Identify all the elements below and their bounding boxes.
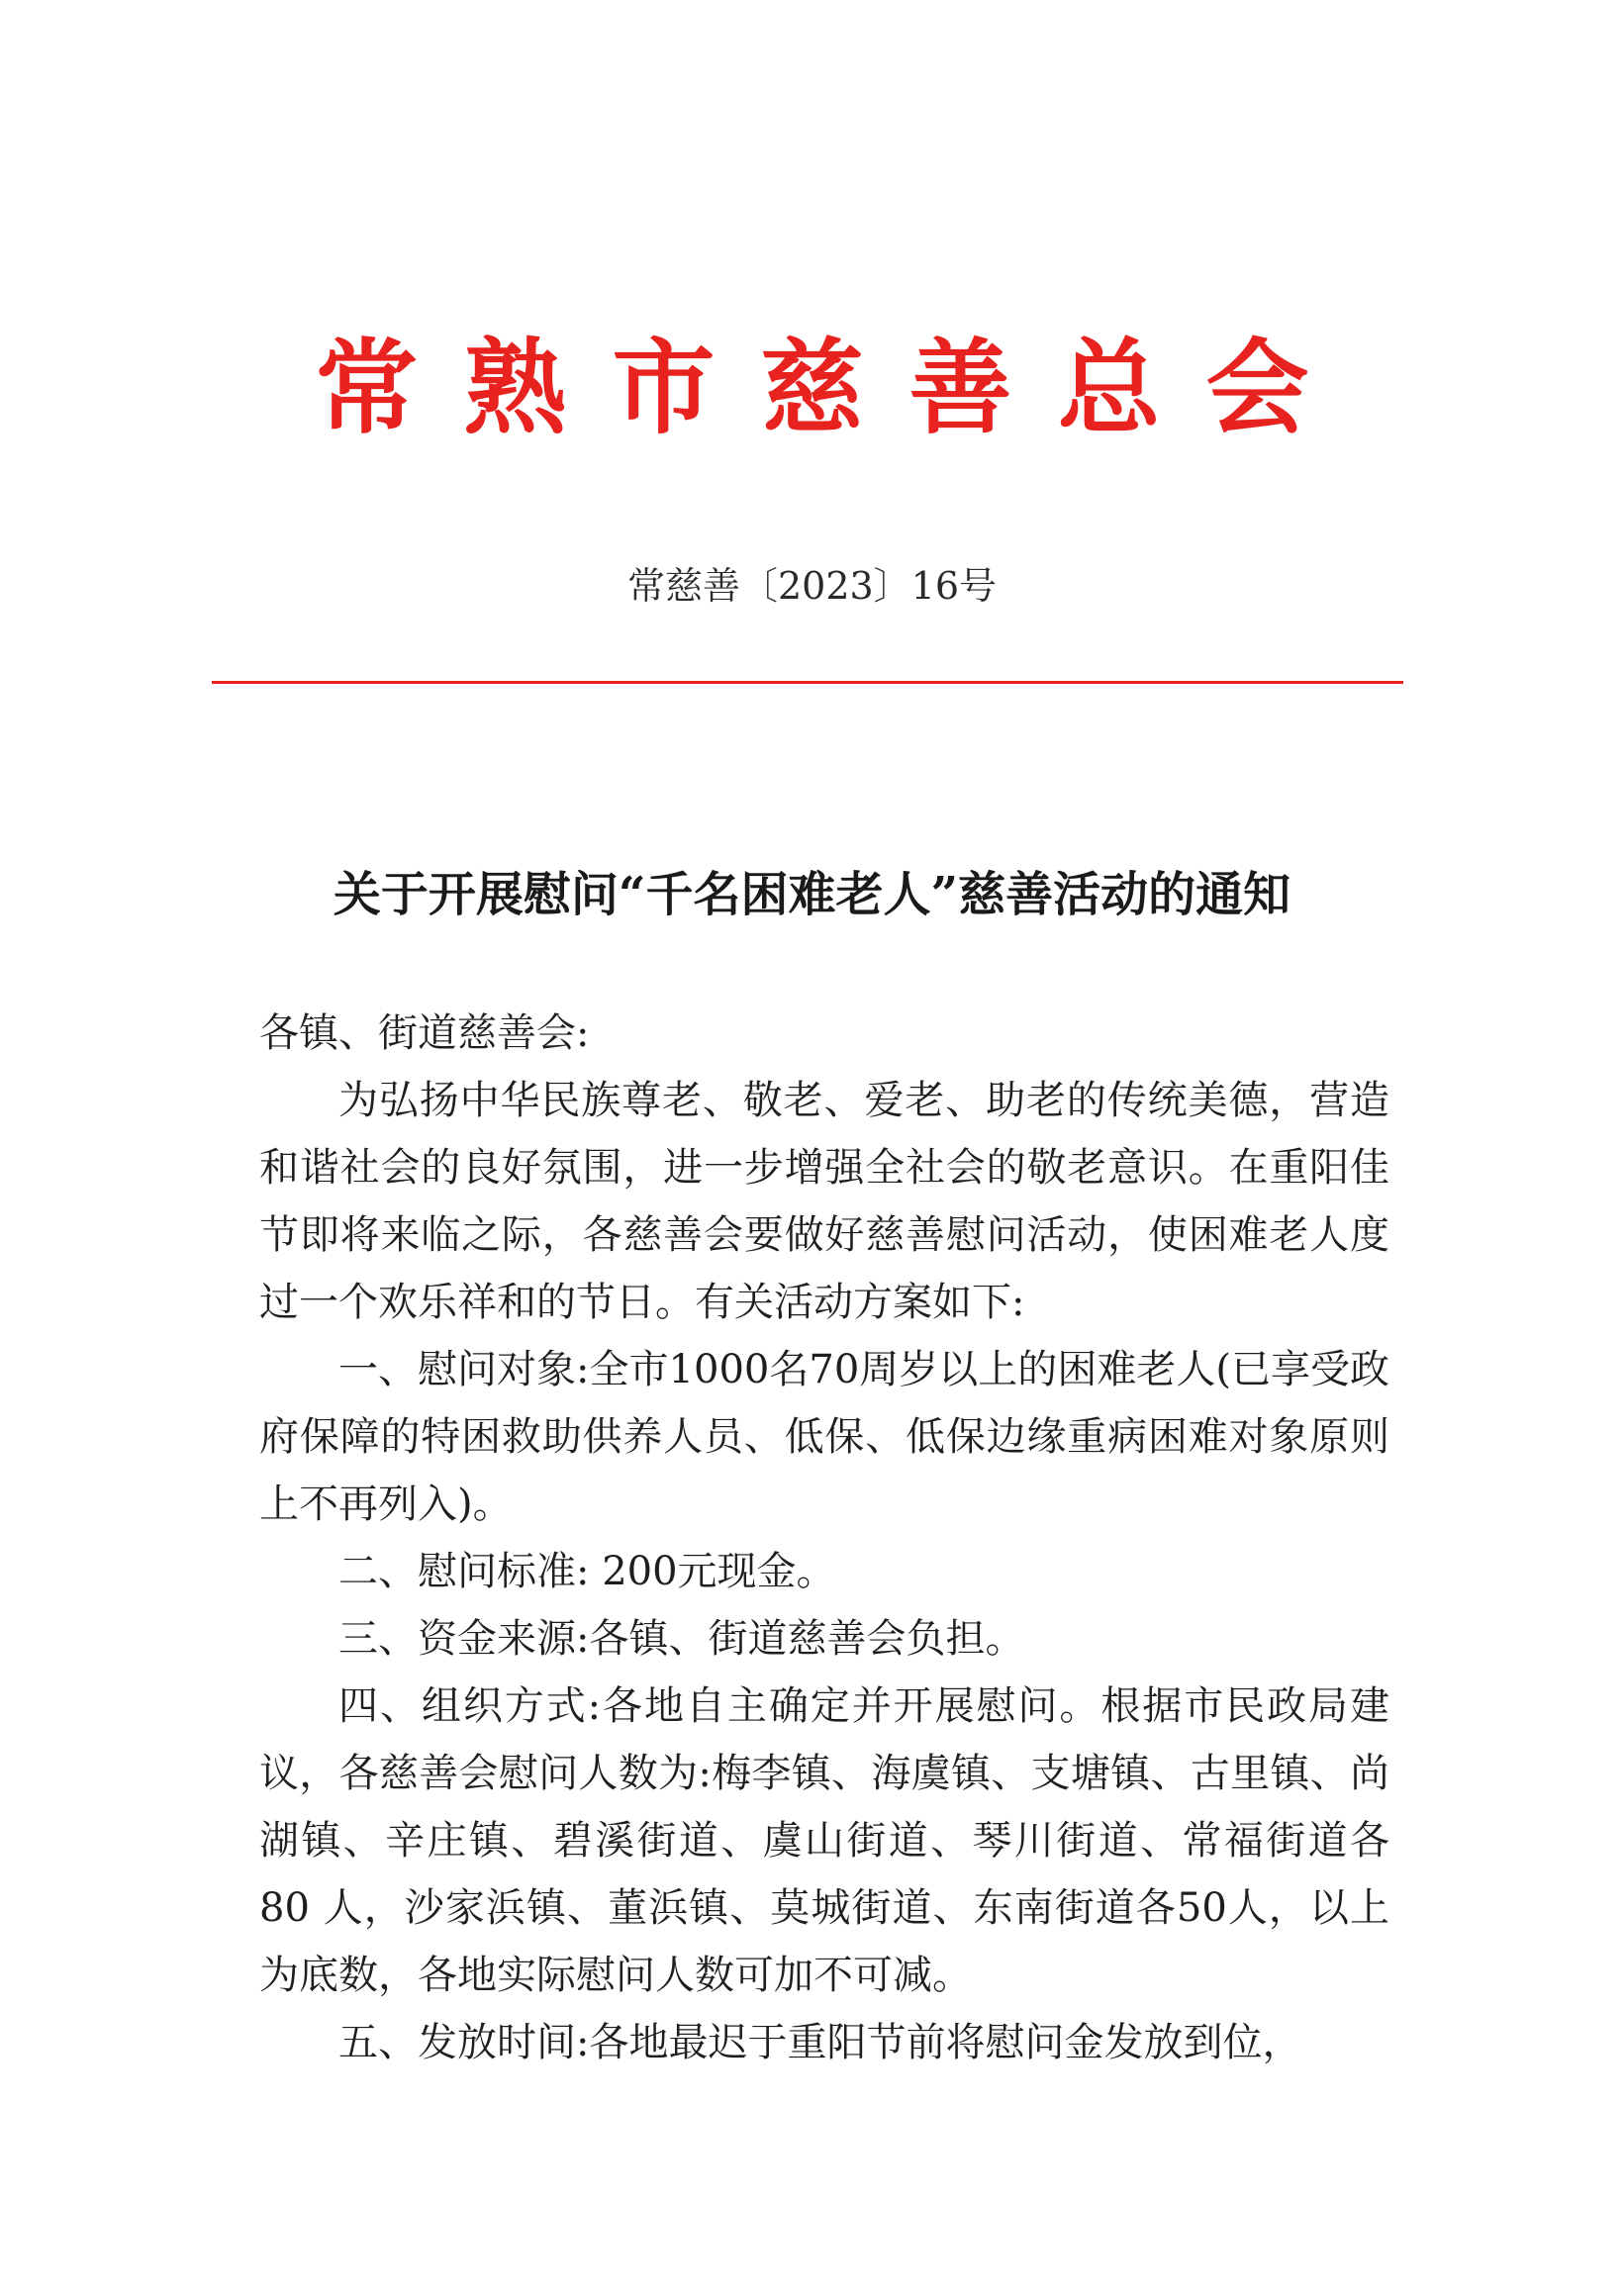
notice-body <box>259 1000 1389 2076</box>
paragraph-standard: 二、慰问标准: 200元现金。 <box>338 1549 836 1594</box>
notice-title: 关于开展慰问“千名困难老人”慈善活动的通知 <box>333 867 1291 922</box>
red-divider-line <box>212 681 1403 684</box>
paragraph-intro: 为弘扬中华民族尊老、敬老、爱老、助老的传统美德，营造和谐社会的良好氛围，进一步增强全社会的敬老意识。在重阳佳节即将来临之际，各慈善会要做好慈善慰问活动，使困难老人度过一个欢乐祥和的节日。有关活动方案如下: <box>259 1078 1389 1325</box>
paragraph-recipients: 一、慰问对象:全市1000名70周岁以上的困难老人(已享受政府保障的特困救助供养人员、低保、低保边缘重病困难对象原则上不再列入)。 <box>259 1347 1389 1527</box>
paragraph-funding: 三、资金来源:各镇、街道慈善会负担。 <box>338 1616 1025 1662</box>
paragraph-timing: 五、发放时间:各地最迟于重阳节前将慰问金发放到位， <box>338 2020 1302 2065</box>
salutation: 各镇、街道慈善会: <box>259 1010 590 1056</box>
organization-title: 常熟市慈善总会 <box>315 327 1355 448</box>
document-number: 常慈善〔2023〕16号 <box>626 564 998 608</box>
paragraph-organization: 四、组织方式:各地自主确定并开展慰问。根据市民政局建议，各慈善会慰问人数为:梅李镇、海虞镇、支塘镇、古里镇、尚湖镇、辛庄镇、碧溪街道、虞山街道、琴川街道、常福街道各 80 人，沙家浜镇、董浜镇、莫城街道、东南街道各50人，以上为底数，各地实际慰问人数可加不可减。 <box>259 1683 1389 1998</box>
